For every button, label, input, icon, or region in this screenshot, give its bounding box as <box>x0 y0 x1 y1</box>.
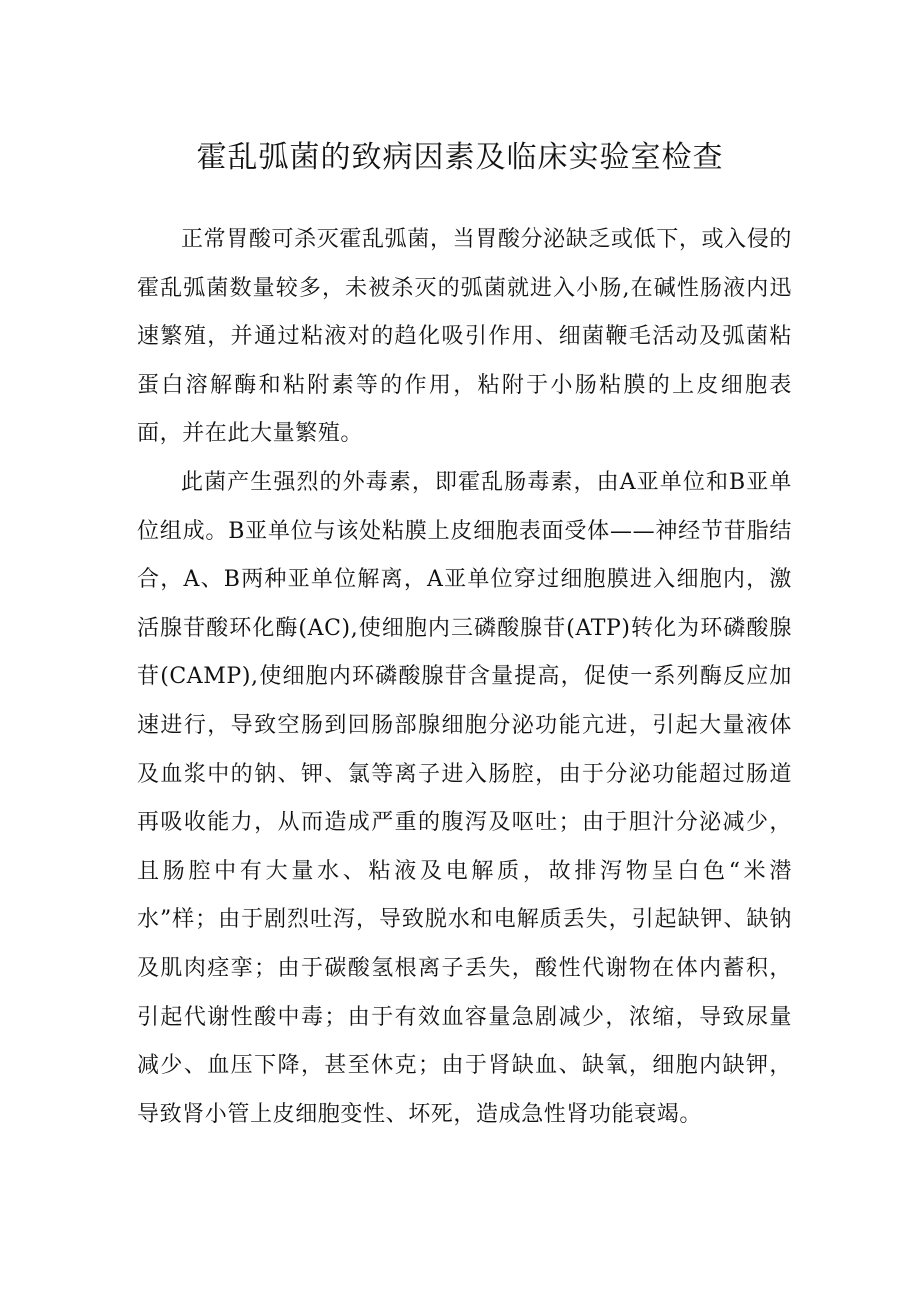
document-title: 霍乱弧菌的致病因素及临床实验室检查 <box>196 140 724 175</box>
paragraph-2: 此菌产生强烈的外毒素，即霍乱肠毒素，由A亚单位和B亚单位组成。B亚单位与该处粘膜上皮细胞表面受体——神经节苷脂结合，A、B两种亚单位解离，A亚单位穿过细胞膜进入细胞内，激活腺苷酸环化酶(AC),使细胞内三磷酸腺苷(ATP)转化为环磷酸腺苷(CAMP),使细胞内环磷酸腺苷含量提高，促使一系列酶反应加速进行，导致空肠到回肠部腺细胞分泌功能亢进，引起大量液体及血浆中的钠、钾、氯等离子进入肠腔，由于分泌功能超过肠道再吸收能力，从而造成严重的腹泻及呕吐；由于胆汁分泌减少，且肠腔中有大量水、粘液及电解质，故排泻物呈白色“米潜水”样；由于剧烈吐泻，导致脱水和电解质丢失，引起缺钾、缺钠及肌肉痉挛；由于碳酸氢根离子丢失，酸性代谢物在体内蓄积，引起代谢性酸中毒；由于有效血容量急剧减少，浓缩，导致尿量减少、血压下降，甚至休克；由于肾缺血、缺氧，细胞内缺钾，导致肾小管上皮细胞变性、坏死，造成急性肾功能衰竭。 <box>137 469 792 1127</box>
document-body <box>137 216 792 1139</box>
paragraph-1: 正常胃酸可杀灭霍乱弧菌，当胃酸分泌缺乏或低下，或入侵的霍乱弧菌数量较多，未被杀灭的弧菌就进入小肠,在碱性肠液内迅速繁殖，并通过粘液对的趋化吸引作用、细菌鞭毛活动及弧菌粘蛋白溶解酶和粘附素等的作用，粘附于小肠粘膜的上皮细胞表面，并在此大量繁殖。 <box>137 227 792 447</box>
